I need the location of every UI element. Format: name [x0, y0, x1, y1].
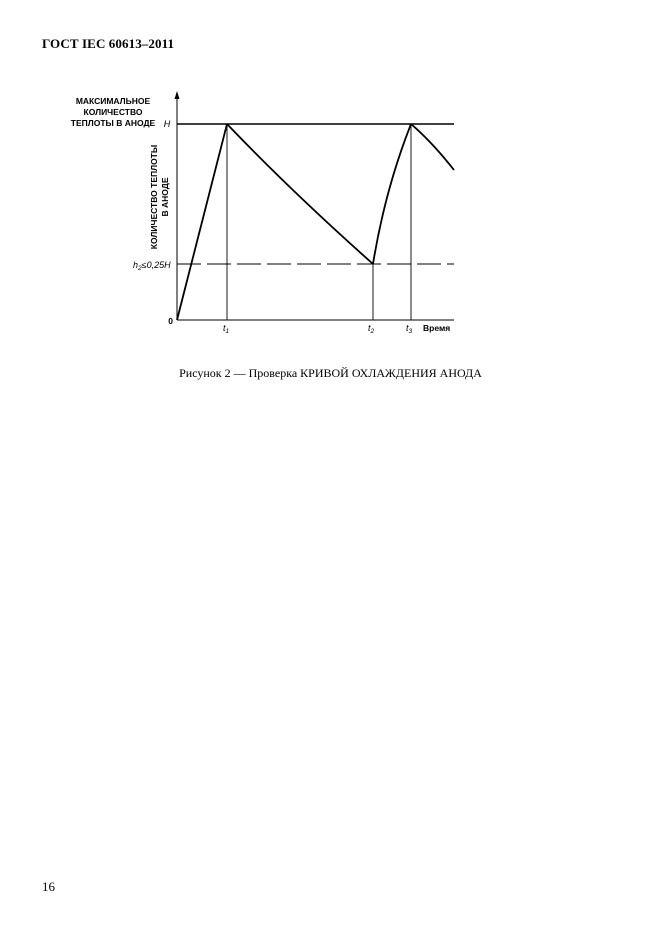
anode-cooling-curve-chart [0, 0, 661, 360]
x-tick-t1: $t_1$ [223, 323, 230, 335]
y-tick-threshold-sub: 2 [138, 265, 142, 272]
y-label-line-2: В АНОДЕ [160, 177, 170, 217]
axis-title-top-line-1: МАКСИМАЛЬНОЕ [75, 96, 151, 106]
y-tick-origin: 0 [168, 316, 173, 326]
axis-title-top-line-2: КОЛИЧЕСТВО [83, 107, 143, 117]
y-axis-arrow [175, 91, 180, 99]
y-tick-max: H [163, 119, 171, 129]
document-header: ГОСТ IEC 60613–2011 [42, 36, 175, 51]
y-tick-threshold-rest: ≤0,25H [141, 260, 171, 270]
x-tick-t3: $t_3$ [406, 323, 413, 335]
heat-curve-segment-heating-1 [177, 124, 227, 320]
y-tick-threshold-main: h [133, 260, 139, 270]
y-tick-threshold [133, 260, 171, 272]
heat-curve-segment-cooling-2 [411, 124, 454, 170]
page-number: 16 [42, 879, 55, 894]
x-tick-t2: $t_2$ [368, 323, 375, 335]
y-label-line-1: КОЛИЧЕСТВО ТЕПЛОТЫ [149, 144, 159, 250]
figure-caption: Рисунок 2 — Проверка КРИВОЙ ОХЛАЖДЕНИЯ АНОДА [179, 366, 482, 380]
heat-curve-segment-cooling-1 [227, 124, 373, 264]
heat-curve-segment-heating-2 [373, 124, 411, 264]
x-axis-label: Время [423, 323, 451, 333]
axis-title-top-line-3: ТЕПЛОТЫ В АНОДЕ [70, 118, 156, 128]
